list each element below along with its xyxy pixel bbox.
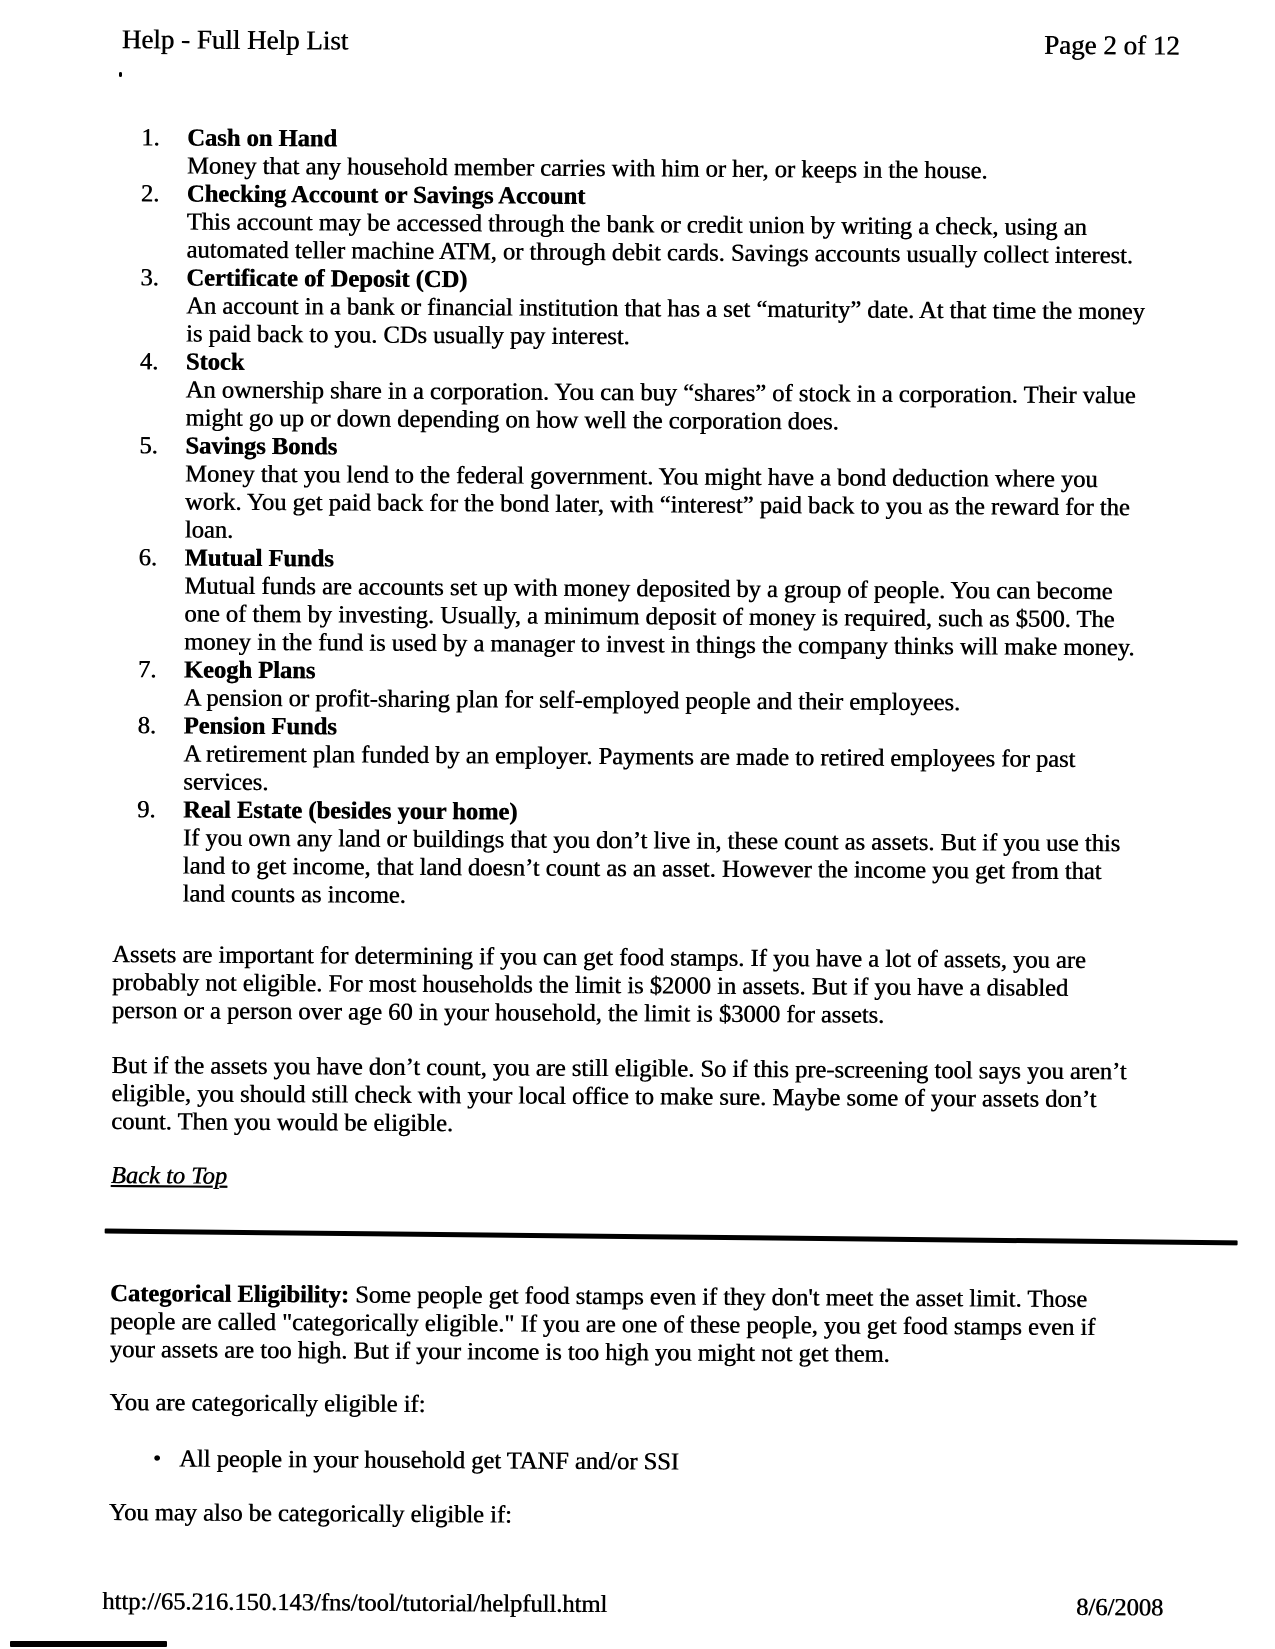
item-description: Mutual funds are accounts set up with money deposited by a group of people. You can become one of them by investing. Usually, a minimum deposit of money is required, such as $500. The money in the fund is used by a manager to invest in things the company thinks will make money. <box>184 572 1135 662</box>
list-item-stock <box>116 348 1273 439</box>
list-item-pension-funds <box>113 712 1270 803</box>
item-number: 1. <box>141 124 160 152</box>
bullet-text: All people in your household get TANF and/or SSI <box>179 1445 680 1476</box>
item-number: 6. <box>138 544 158 572</box>
document-title: Help - Full Help List <box>121 24 349 56</box>
section-divider <box>105 1229 1238 1246</box>
item-title: Real Estate (besides your home) <box>183 796 518 826</box>
list-item-checking-savings <box>117 180 1274 271</box>
item-description: An account in a bank or financial institution that has a set “maturity” date. At that time the money is paid back to you. CDs usually pay interest. <box>186 292 1146 351</box>
page-indicator: Page 2 of 12 <box>1044 29 1181 61</box>
back-to-top-link[interactable]: Back to Top <box>110 1162 228 1190</box>
page-header <box>0 0 1275 61</box>
back-to-top-row <box>111 1162 1268 1197</box>
item-title: Checking Account or Savings Account <box>186 180 586 210</box>
scan-speck-artifact <box>119 72 122 77</box>
item-title: Pension Funds <box>183 712 338 741</box>
footer-date: 8/6/2008 <box>1076 1593 1164 1622</box>
paragraph-you-are-eligible: You are categorically eligible if: <box>109 1389 426 1418</box>
item-number: 2. <box>140 180 160 208</box>
item-description: Money that you lend to the federal government. You might have a bond deduction where you work. You get paid back for the bond later, with “interest” paid back to you as the reward for the loan. <box>184 460 1130 544</box>
item-title: Savings Bonds <box>185 432 338 461</box>
bullet-icon: • <box>153 1445 162 1471</box>
asset-types-list <box>113 124 1275 915</box>
categorical-eligibility-label: Categorical Eligibility: <box>110 1280 350 1309</box>
list-item-keogh-plans <box>114 656 1271 719</box>
item-title: Stock <box>185 348 245 376</box>
item-number: 4. <box>139 348 159 376</box>
item-number: 7. <box>138 656 157 684</box>
item-description: Money that any household member carries with him or her, or keeps in the house. <box>187 152 988 185</box>
list-item-cash-on-hand <box>117 124 1274 187</box>
list-item-mutual-funds <box>114 544 1272 663</box>
item-number: 5. <box>139 432 158 460</box>
item-description: A pension or profit-sharing plan for self-employed people and their employees. <box>183 684 961 717</box>
paragraph-you-may-also: You may also be categorically eligible if: <box>108 1499 513 1529</box>
categorical-eligibility-text: Some people get food stamps even if they don't meet the asset limit. Those people are called "categorically eligible." If you are one of these people, you get food stamps even if your assets are too high. But if your income is too high you might not get them. <box>109 1281 1096 1368</box>
item-title: Keogh Plans <box>184 656 316 685</box>
paragraph-categorical-eligibility <box>110 1280 1267 1371</box>
item-description: If you own any land or buildings that you don’t live in, these count as assets. But if you use this land to get income, that land doesn’t count as an asset. However the income you get from that land counts as income. <box>182 824 1121 909</box>
list-item-savings-bonds <box>115 432 1273 551</box>
item-title: Certificate of Deposit (CD) <box>186 264 468 294</box>
item-number: 3. <box>140 264 159 292</box>
item-title: Cash on Hand <box>187 124 338 153</box>
list-item-certificate-of-deposit <box>116 264 1273 355</box>
document-body <box>109 124 1275 1534</box>
scan-bottom-edge-artifact <box>10 1641 167 1647</box>
paragraph-assets-dont-count: But if the assets you have don’t count, you are still eligible. So if this pre-screening tool says you aren’t eligible, you should still check with your local office to make sure. Maybe some of your assets don’t count. Then you would be eligible. <box>111 1052 1127 1138</box>
list-item-real-estate <box>113 796 1271 915</box>
item-number: 8. <box>137 712 157 740</box>
footer-url: http://65.216.150.143/fns/tool/tutorial/helpfull.html <box>102 1587 608 1619</box>
item-description: An ownership share in a corporation. You can buy “shares” of stock in a corporation. Their value might go up or down depending on how well the corporation does. <box>185 376 1136 436</box>
bullet-item-tanf-ssi <box>109 1445 1266 1480</box>
item-title: Mutual Funds <box>184 544 334 573</box>
item-description: A retirement plan funded by an employer. Payments are made to retired employees for past services. <box>183 740 1076 796</box>
item-number: 9. <box>137 796 156 824</box>
item-description: This account may be accessed through the bank or credit union by writing a check, using an automated teller machine ATM, or through debit cards. Savings accounts usually collect interest. <box>186 208 1134 270</box>
paragraph-asset-limits: Assets are important for determining if you can get food stamps. If you have a lot of assets, you are probably not eligible. For most households the limit is $2000 in assets. But if you have a disabled person or a person over age 60 in your household, the limit is $3000 for assets. <box>111 941 1087 1029</box>
page-footer <box>102 1588 1163 1622</box>
